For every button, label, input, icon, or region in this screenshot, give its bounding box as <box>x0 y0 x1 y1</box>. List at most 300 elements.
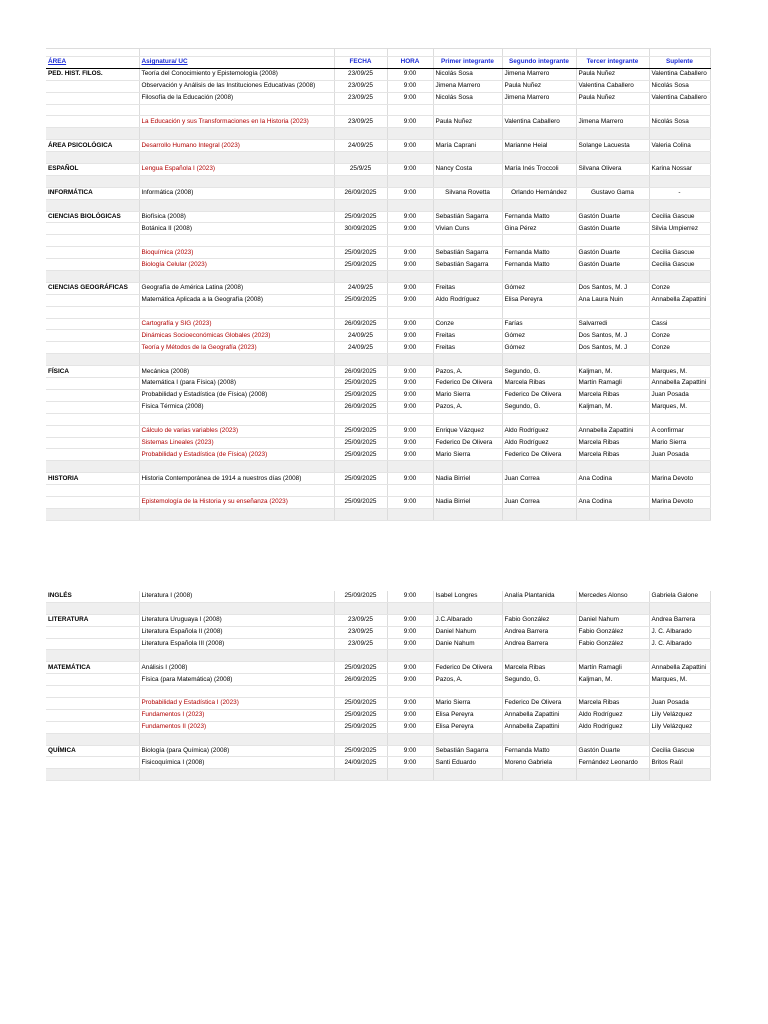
column-header: Asignatura/ UC <box>139 57 334 69</box>
table-row <box>46 223 710 235</box>
empty-cell <box>649 306 710 318</box>
first-member-cell: Mario Sierra <box>433 389 502 401</box>
empty-cell <box>387 769 433 781</box>
table-row <box>46 92 710 104</box>
empty-cell <box>387 508 433 520</box>
date-cell: 25/09/2025 <box>334 378 387 390</box>
empty-row <box>46 49 710 57</box>
area-cell <box>46 259 139 271</box>
substitute-cell: Conze <box>649 330 710 342</box>
third-member-cell: Paula Nuñez <box>576 92 649 104</box>
date-cell: 26/09/2025 <box>334 187 387 199</box>
empty-cell <box>139 104 334 116</box>
third-member-cell: Kaljman, M. <box>576 366 649 378</box>
second-member-cell: Farías <box>502 318 576 330</box>
empty-cell <box>433 49 502 57</box>
subject-cell: Fundamentos II (2023) <box>139 721 334 733</box>
substitute-cell: Marques, M. <box>649 401 710 413</box>
empty-cell <box>502 769 576 781</box>
subject-cell: Biología (para Química) (2008) <box>139 745 334 757</box>
empty-cell <box>433 413 502 425</box>
empty-cell <box>576 175 649 187</box>
substitute-cell: Andrea Barrera <box>649 614 710 626</box>
empty-cell <box>433 271 502 283</box>
empty-cell <box>649 733 710 745</box>
time-cell: 9:00 <box>387 425 433 437</box>
empty-cell <box>334 413 387 425</box>
first-member-cell: Sebastián Sagarra <box>433 259 502 271</box>
second-member-cell: Federico De Olivera <box>502 449 576 461</box>
empty-cell <box>139 686 334 698</box>
substitute-cell: - <box>649 187 710 199</box>
time-cell: 9:00 <box>387 437 433 449</box>
table-row <box>46 698 710 710</box>
empty-cell <box>649 769 710 781</box>
time-cell: 9:00 <box>387 674 433 686</box>
substitute-cell: Marques, M. <box>649 674 710 686</box>
date-cell: 23/09/25 <box>334 92 387 104</box>
separator-row <box>46 461 710 473</box>
first-member-cell: Danie Nahum <box>433 638 502 650</box>
table-row <box>46 342 710 354</box>
empty-row <box>46 686 710 698</box>
empty-cell <box>46 235 139 247</box>
date-cell: 25/09/2025 <box>334 662 387 674</box>
empty-cell <box>502 152 576 164</box>
date-cell: 25/9/25 <box>334 164 387 176</box>
area-cell <box>46 437 139 449</box>
empty-cell <box>576 235 649 247</box>
area-cell <box>46 638 139 650</box>
empty-cell <box>387 461 433 473</box>
area-cell: INGLÉS <box>46 591 139 602</box>
substitute-cell: Valeria Colina <box>649 140 710 152</box>
date-cell: 25/09/2025 <box>334 591 387 602</box>
schedule-table-part-2 <box>46 591 710 781</box>
subject-cell: Probabilidad y Estadística I (2023) <box>139 698 334 710</box>
empty-cell <box>334 271 387 283</box>
area-cell <box>46 709 139 721</box>
third-member-cell: Daniel Nahum <box>576 614 649 626</box>
date-cell: 26/09/2025 <box>334 401 387 413</box>
date-cell: 25/09/2025 <box>334 389 387 401</box>
empty-cell <box>334 306 387 318</box>
empty-cell <box>46 769 139 781</box>
third-member-cell: Valentina Caballero <box>576 80 649 92</box>
empty-cell <box>139 49 334 57</box>
substitute-cell: J. C. Albarado <box>649 626 710 638</box>
first-member-cell: Pazos, A. <box>433 401 502 413</box>
first-member-cell: Silvana Rovetta <box>433 187 502 199</box>
second-member-cell: Fabio González <box>502 614 576 626</box>
empty-cell <box>387 128 433 140</box>
empty-cell <box>387 306 433 318</box>
empty-cell <box>649 650 710 662</box>
subject-cell: Lengua Española I (2023) <box>139 164 334 176</box>
date-cell: 23/09/25 <box>334 68 387 80</box>
empty-cell <box>139 508 334 520</box>
area-cell <box>46 425 139 437</box>
date-cell: 25/09/2025 <box>334 496 387 508</box>
subject-cell: Filosofía de la Educación (2008) <box>139 92 334 104</box>
empty-cell <box>334 104 387 116</box>
date-cell: 25/09/2025 <box>334 259 387 271</box>
time-cell: 9:00 <box>387 330 433 342</box>
empty-cell <box>433 461 502 473</box>
substitute-cell: Marques, M. <box>649 366 710 378</box>
first-member-cell: Nancy Costa <box>433 164 502 176</box>
time-cell: 9:00 <box>387 378 433 390</box>
subject-cell: Literatura Uruguaya I (2008) <box>139 614 334 626</box>
empty-cell <box>139 650 334 662</box>
area-cell <box>46 80 139 92</box>
third-member-cell: Marcela Ribas <box>576 437 649 449</box>
empty-cell <box>387 152 433 164</box>
first-member-cell: Nadia Birriel <box>433 473 502 485</box>
empty-cell <box>433 354 502 366</box>
second-member-cell: Gómez <box>502 330 576 342</box>
empty-cell <box>46 602 139 614</box>
empty-cell <box>139 602 334 614</box>
first-member-cell: Isabel Longres <box>433 591 502 602</box>
area-cell <box>46 318 139 330</box>
first-member-cell: Nadia Birriel <box>433 496 502 508</box>
time-cell: 9:00 <box>387 342 433 354</box>
time-cell: 9:00 <box>387 614 433 626</box>
second-member-cell: Valentina Caballero <box>502 116 576 128</box>
substitute-cell: Cecilia Gascue <box>649 211 710 223</box>
empty-cell <box>334 602 387 614</box>
empty-cell <box>576 104 649 116</box>
subject-cell: Bioquímica (2023) <box>139 247 334 259</box>
empty-cell <box>502 49 576 57</box>
substitute-cell: Karina Nossar <box>649 164 710 176</box>
time-cell: 9:00 <box>387 164 433 176</box>
time-cell: 9:00 <box>387 92 433 104</box>
header-row <box>46 57 710 69</box>
third-member-cell: Solange Lacuesta <box>576 140 649 152</box>
empty-cell <box>576 413 649 425</box>
first-member-cell: Federico De Olivera <box>433 378 502 390</box>
empty-cell <box>502 686 576 698</box>
separator-row <box>46 152 710 164</box>
first-member-cell: Jimena Marrero <box>433 80 502 92</box>
schedule-table-part-1 <box>46 48 710 521</box>
area-cell: HISTORIA <box>46 473 139 485</box>
empty-cell <box>139 413 334 425</box>
second-member-cell: Gómez <box>502 342 576 354</box>
area-cell <box>46 698 139 710</box>
substitute-cell: Marina Devoto <box>649 473 710 485</box>
empty-cell <box>46 128 139 140</box>
subject-cell: Biología Celular (2023) <box>139 259 334 271</box>
table-row <box>46 757 710 769</box>
area-cell <box>46 721 139 733</box>
third-member-cell: Jimena Marrero <box>576 116 649 128</box>
empty-cell <box>433 602 502 614</box>
date-cell: 23/09/25 <box>334 116 387 128</box>
empty-cell <box>387 650 433 662</box>
second-member-cell: Elisa Pereyra <box>502 294 576 306</box>
third-member-cell: Gastón Duarte <box>576 745 649 757</box>
table-row <box>46 318 710 330</box>
second-member-cell: Federico De Olivera <box>502 389 576 401</box>
empty-cell <box>334 152 387 164</box>
area-cell <box>46 496 139 508</box>
substitute-cell: Britos Raúl <box>649 757 710 769</box>
table-row <box>46 401 710 413</box>
first-member-cell: Pazos, A. <box>433 366 502 378</box>
empty-cell <box>433 104 502 116</box>
date-cell: 26/09/2025 <box>334 674 387 686</box>
first-member-cell: Santi Eduardo <box>433 757 502 769</box>
date-cell: 24/09/25 <box>334 330 387 342</box>
subject-cell: Matemática Aplicada a la Geografía (2008) <box>139 294 334 306</box>
area-cell <box>46 247 139 259</box>
table-row <box>46 247 710 259</box>
empty-cell <box>46 461 139 473</box>
time-cell: 9:00 <box>387 366 433 378</box>
date-cell: 23/09/25 <box>334 626 387 638</box>
substitute-cell: A confirmar <box>649 425 710 437</box>
exam-schedule-table-continued <box>46 591 711 781</box>
table-row <box>46 473 710 485</box>
date-cell: 25/09/2025 <box>334 247 387 259</box>
time-cell: 9:00 <box>387 757 433 769</box>
empty-cell <box>576 271 649 283</box>
third-member-cell: Gastón Duarte <box>576 247 649 259</box>
subject-cell: Teoría y Métodos de la Geografía (2023) <box>139 342 334 354</box>
first-member-cell: Sebastián Sagarra <box>433 247 502 259</box>
time-cell: 9:00 <box>387 709 433 721</box>
third-member-cell: Dos Santos, M. J <box>576 282 649 294</box>
area-cell <box>46 330 139 342</box>
table-row <box>46 449 710 461</box>
empty-cell <box>502 508 576 520</box>
subject-cell: Geografía de América Latina (2008) <box>139 282 334 294</box>
third-member-cell: Martín Ramagli <box>576 378 649 390</box>
time-cell: 9:00 <box>387 282 433 294</box>
column-header: Primer integrante <box>433 57 502 69</box>
empty-cell <box>46 104 139 116</box>
second-member-cell: Marcela Ribas <box>502 378 576 390</box>
empty-cell <box>576 199 649 211</box>
empty-cell <box>46 271 139 283</box>
second-member-cell: Segundo, G. <box>502 401 576 413</box>
column-header: Segundo integrante <box>502 57 576 69</box>
table-row <box>46 389 710 401</box>
substitute-cell: Annabella Zapattini <box>649 294 710 306</box>
third-member-cell: Salvarredi <box>576 318 649 330</box>
second-member-cell: Jimena Marrero <box>502 68 576 80</box>
empty-cell <box>576 508 649 520</box>
table-row <box>46 721 710 733</box>
second-member-cell: Fernanda Matto <box>502 745 576 757</box>
first-member-cell: Aldo Rodríguez <box>433 294 502 306</box>
empty-cell <box>502 485 576 497</box>
subject-cell: Historia Contemporánea de 1914 a nuestros días (2008) <box>139 473 334 485</box>
second-member-cell: María Inés Troccoli <box>502 164 576 176</box>
empty-cell <box>576 49 649 57</box>
first-member-cell: Mario Sierra <box>433 449 502 461</box>
empty-cell <box>502 733 576 745</box>
date-cell: 25/09/2025 <box>334 698 387 710</box>
third-member-cell: Silvana Olivera <box>576 164 649 176</box>
time-cell: 9:00 <box>387 473 433 485</box>
empty-cell <box>334 686 387 698</box>
third-member-cell: Gastón Duarte <box>576 259 649 271</box>
second-member-cell: Fernanda Matto <box>502 247 576 259</box>
empty-cell <box>139 306 334 318</box>
first-member-cell: Enrique Vázquez <box>433 425 502 437</box>
empty-cell <box>502 461 576 473</box>
third-member-cell: Gastón Duarte <box>576 223 649 235</box>
first-member-cell: Nicolás Sosa <box>433 68 502 80</box>
table-row <box>46 496 710 508</box>
empty-cell <box>502 306 576 318</box>
area-cell <box>46 674 139 686</box>
substitute-cell: Nicolás Sosa <box>649 80 710 92</box>
third-member-cell: Aldo Rodríguez <box>576 721 649 733</box>
first-member-cell: Vivian Cuns <box>433 223 502 235</box>
substitute-cell: Annabella Zapattini <box>649 662 710 674</box>
time-cell: 9:00 <box>387 247 433 259</box>
third-member-cell: Aldo Rodríguez <box>576 709 649 721</box>
empty-cell <box>502 235 576 247</box>
empty-cell <box>334 235 387 247</box>
empty-cell <box>576 769 649 781</box>
substitute-cell: Cecilia Gascue <box>649 259 710 271</box>
first-member-cell: Elisa Pereyra <box>433 721 502 733</box>
empty-cell <box>502 175 576 187</box>
second-member-cell: Annabella Zapattini <box>502 709 576 721</box>
substitute-cell: Conze <box>649 342 710 354</box>
empty-cell <box>139 769 334 781</box>
separator-row <box>46 733 710 745</box>
second-member-cell: Juan Correa <box>502 473 576 485</box>
second-member-cell: Moreno Gabriela <box>502 757 576 769</box>
substitute-cell: Annabella Zapattini <box>649 378 710 390</box>
area-cell: MATEMÁTICA <box>46 662 139 674</box>
third-member-cell: Fabio González <box>576 638 649 650</box>
date-cell: 25/09/2025 <box>334 294 387 306</box>
empty-cell <box>433 769 502 781</box>
time-cell: 9:00 <box>387 638 433 650</box>
substitute-cell: Silvia Umpierrez <box>649 223 710 235</box>
empty-cell <box>502 199 576 211</box>
table-row <box>46 68 710 80</box>
empty-cell <box>433 306 502 318</box>
area-cell: LITERATURA <box>46 614 139 626</box>
empty-cell <box>576 306 649 318</box>
first-member-cell: Federico De Olivera <box>433 662 502 674</box>
area-cell: CIENCIAS BIOLÓGICAS <box>46 211 139 223</box>
empty-cell <box>387 271 433 283</box>
third-member-cell: Paula Nuñez <box>576 68 649 80</box>
area-cell: QUÍMICA <box>46 745 139 757</box>
empty-cell <box>46 686 139 698</box>
empty-cell <box>334 461 387 473</box>
second-member-cell: Analía Plantanida <box>502 591 576 602</box>
second-member-cell: Federico De Olivera <box>502 698 576 710</box>
empty-cell <box>334 769 387 781</box>
subject-cell: Probabilidad y Estadística (de Física) (2023) <box>139 449 334 461</box>
third-member-cell: Gastón Duarte <box>576 211 649 223</box>
time-cell: 9:00 <box>387 259 433 271</box>
subject-cell: Probabilidad y Estadística (de Física) (2008) <box>139 389 334 401</box>
empty-cell <box>46 152 139 164</box>
empty-cell <box>502 354 576 366</box>
substitute-cell: Juan Posada <box>649 389 710 401</box>
second-member-cell: Fernanda Matto <box>502 259 576 271</box>
empty-cell <box>433 199 502 211</box>
table-row <box>46 437 710 449</box>
empty-cell <box>387 413 433 425</box>
area-cell: PED. HIST. FILOS. <box>46 68 139 80</box>
table-row <box>46 709 710 721</box>
second-member-cell: Juan Correa <box>502 496 576 508</box>
third-member-cell: Dos Santos, M. J <box>576 342 649 354</box>
subject-cell: Botánica II (2008) <box>139 223 334 235</box>
column-header: Suplente <box>649 57 710 69</box>
empty-cell <box>502 602 576 614</box>
time-cell: 9:00 <box>387 80 433 92</box>
third-member-cell: Ana Codina <box>576 473 649 485</box>
date-cell: 23/09/25 <box>334 638 387 650</box>
separator-row <box>46 354 710 366</box>
table-row <box>46 614 710 626</box>
substitute-cell: Valentina Caballero <box>649 92 710 104</box>
area-cell: FÍSICA <box>46 366 139 378</box>
area-cell <box>46 401 139 413</box>
date-cell: 25/09/2025 <box>334 473 387 485</box>
third-member-cell: Ana Laura Nuin <box>576 294 649 306</box>
date-cell: 25/09/2025 <box>334 211 387 223</box>
empty-cell <box>387 733 433 745</box>
separator-row <box>46 602 710 614</box>
empty-cell <box>649 235 710 247</box>
subject-cell: Dinámicas Socioeconómicas Globales (2023) <box>139 330 334 342</box>
empty-cell <box>46 508 139 520</box>
subject-cell: Epistemología de la Historia y su enseñanza (2023) <box>139 496 334 508</box>
area-cell <box>46 389 139 401</box>
second-member-cell: Aldo Rodríguez <box>502 437 576 449</box>
column-header: Tercer integrante <box>576 57 649 69</box>
second-member-cell: Andrea Barrera <box>502 626 576 638</box>
first-member-cell: Paula Nuñez <box>433 116 502 128</box>
first-member-cell: Pazos, A. <box>433 674 502 686</box>
table-row <box>46 378 710 390</box>
empty-cell <box>46 485 139 497</box>
subject-cell: Observación y Análisis de las Instituciones Educativas (2008) <box>139 80 334 92</box>
column-header: FECHA <box>334 57 387 69</box>
date-cell: 26/09/2025 <box>334 366 387 378</box>
third-member-cell: Fabio González <box>576 626 649 638</box>
table-row <box>46 626 710 638</box>
third-member-cell: Kaljman, M. <box>576 401 649 413</box>
empty-cell <box>649 271 710 283</box>
empty-cell <box>433 128 502 140</box>
second-member-cell: Fernanda Matto <box>502 211 576 223</box>
table-row <box>46 330 710 342</box>
subject-cell: Análisis I (2008) <box>139 662 334 674</box>
table-row <box>46 662 710 674</box>
empty-cell <box>433 650 502 662</box>
empty-cell <box>139 354 334 366</box>
area-cell <box>46 449 139 461</box>
exam-schedule-table <box>46 48 711 521</box>
third-member-cell: Gustavo Gama <box>576 187 649 199</box>
